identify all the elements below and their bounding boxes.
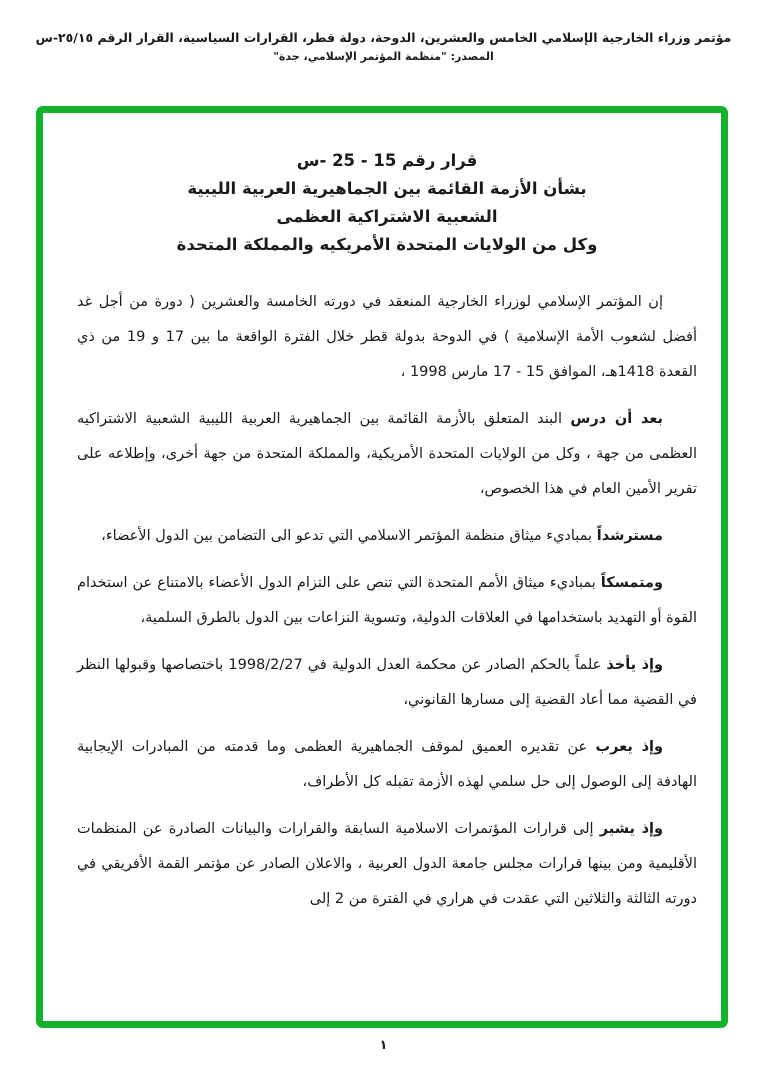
resolution-title-line-4: وكل من الولايات المتحدة الأمريكيه والمملكة المتحدة — [176, 235, 598, 254]
paragraph-lead: وإذ يعرب — [595, 739, 663, 755]
paragraph-text: إلى قرارات المؤتمرات الاسلامية السابقة والقرارات والبيانات الصادرة عن المنظمات الأقليمية ومن بينها قرارات مجلس جامعة الدول العربية ، والاعلان الصادر عن مؤتمر القمة الأفريقي في دورته الثالثة والثلاثين التي عقدت في هراري في الفترة من 2 إلى — [77, 821, 697, 907]
document-green-frame — [36, 106, 728, 1028]
paragraph-text: علماً بالحكم الصادر عن محكمة العدل الدولية في 1998/2/27 باختصاصها وقبولها النظر في القضية مما أعاد القضية إلى مسارها القانوني، — [77, 657, 697, 708]
preamble-paragraph-6 — [77, 730, 697, 800]
document-content — [43, 113, 721, 917]
preamble-paragraph-2 — [77, 402, 697, 507]
preamble-paragraph-7 — [77, 812, 697, 917]
resolution-body — [77, 285, 697, 917]
page-header — [0, 28, 767, 66]
page-number: ١ — [379, 1038, 388, 1053]
paragraph-lead: بعد أن درس — [570, 411, 663, 427]
preamble-paragraph-3 — [77, 519, 697, 554]
resolution-title-line-1: قرار رقم 15 - 25 -س — [296, 151, 478, 170]
preamble-paragraph-4 — [77, 566, 697, 636]
paragraph-text: البند المتعلق بالأزمة القائمة بين الجماهيرية العربية الليبية الشعبية الاشتراكيه العظمى من جهة ، وكل من الولايات المتحدة الأمريكية، والمملكة المتحدة من جهة أخرى، وإطلاعه على تقرير الأمين العام في هذا الخصوص، — [77, 411, 697, 497]
paragraph-text: بمباديء ميثاق منظمة المؤتمر الاسلامي التي تدعو الى التضامن بين الدول الأعضاء، — [101, 528, 593, 544]
paragraph-lead: وإذ يشير — [599, 821, 663, 837]
paragraph-text: إن المؤتمر الإسلامي لوزراء الخارجية المنعقد في دورته الخامسة والعشرين ( دورة من أجل غد أفضل لشعوب الأمة الإسلامية ) في الدوحة بدولة قطر خلال الفترة الواقعة ما بين 17 و 19 من ذي القعدة 1418هـ، الموافق 15 - 17 مارس 1998 ، — [77, 294, 697, 380]
header-citation-line: المصدر: "منظمة المؤتمر الإسلامي، جدة" — [273, 50, 494, 63]
header-source-line: مؤتمر وزراء الخارجية الإسلامي الخامس والعشرين، الدوحة، دولة قطر، القرارات السياسية، القرار الرقم ٢٥/١٥-س — [35, 30, 732, 45]
paragraph-lead: مسترشداً — [596, 528, 663, 544]
paragraph-lead: ومتمسكاً — [600, 575, 664, 591]
preamble-paragraph-1 — [77, 285, 697, 390]
resolution-title-line-3: الشعبية الاشتراكية العظمى — [276, 207, 498, 226]
resolution-title — [77, 147, 697, 259]
paragraph-lead: وإذ يأخذ — [606, 657, 664, 673]
resolution-title-line-2: بشأن الأزمة القائمة بين الجماهيرية العربية الليبية — [187, 179, 587, 198]
preamble-paragraph-5 — [77, 648, 697, 718]
paragraph-text: عن تقديره العميق لموقف الجماهيرية العظمى وما قدمته من المبادرات الإيجابية الهادفة إلى الوصول إلى حل سلمي لهذه الأزمة تقبله كل الأطراف، — [77, 739, 697, 790]
paragraph-text: بمباديء ميثاق الأمم المتحدة التي تنص على التزام الدول الأعضاء بالامتناع عن استخدام القوة أو التهديد باستخدامها في العلاقات الدولية، وتسوية النزاعات بين الدول بالطرق السلمية، — [77, 575, 697, 626]
